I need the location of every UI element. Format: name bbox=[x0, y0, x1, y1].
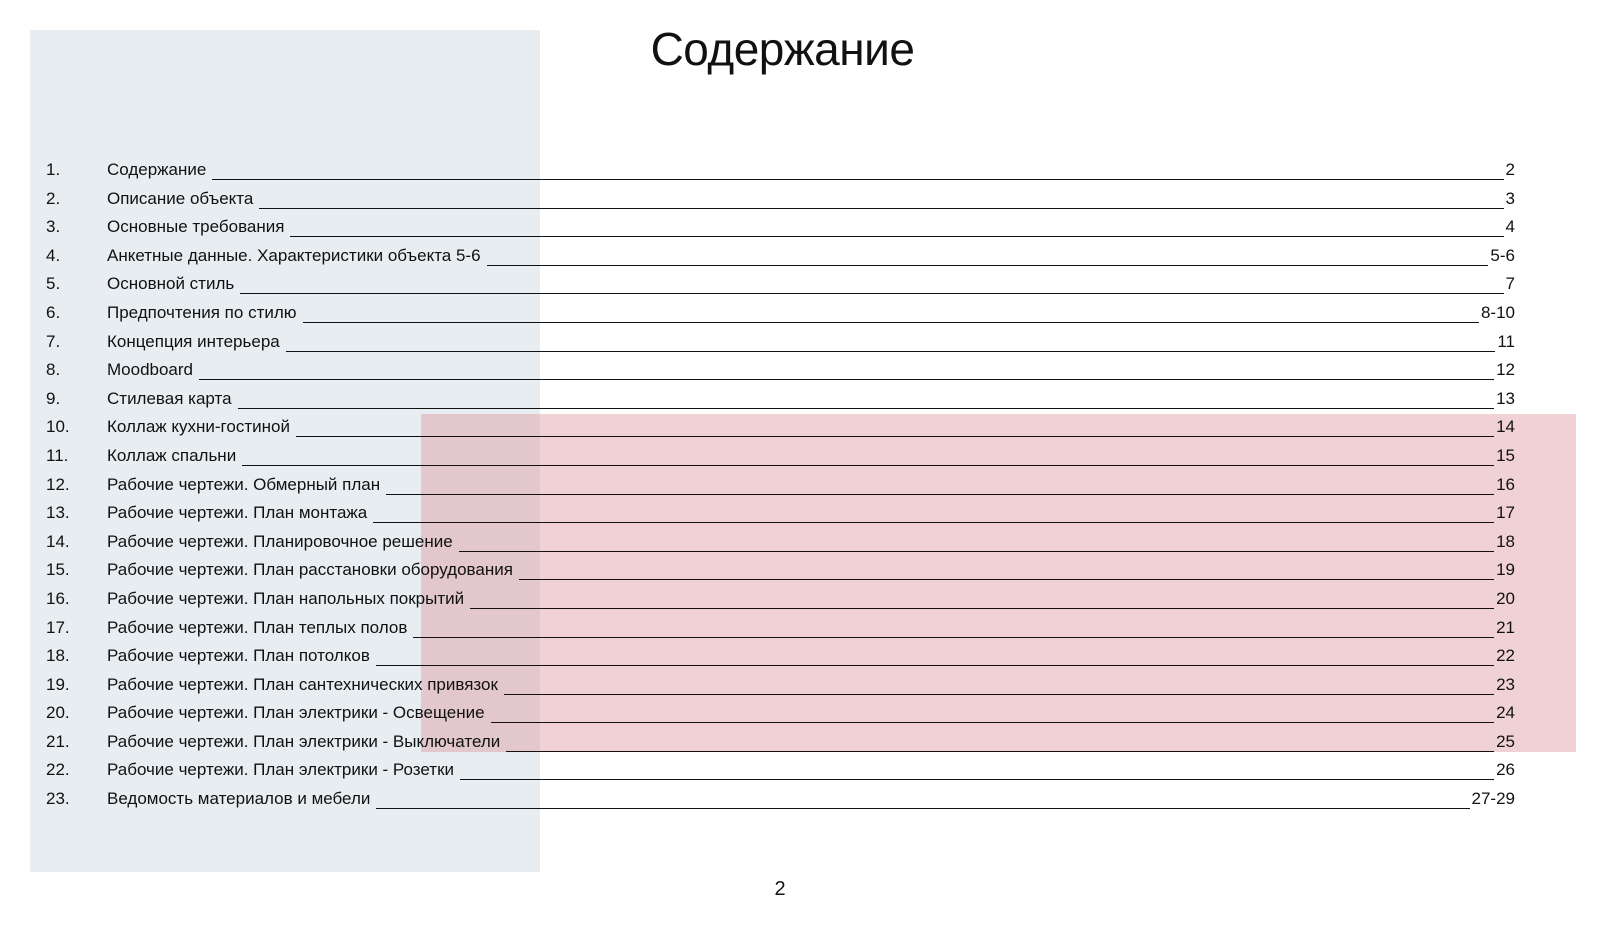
page-number: 2 bbox=[774, 878, 786, 900]
toc-entry bbox=[0, 270, 1600, 299]
toc-entry-page: 12 bbox=[1496, 360, 1515, 380]
toc-entry-page: 20 bbox=[1496, 588, 1515, 608]
toc-entry-number: 3. bbox=[46, 217, 61, 237]
toc-entry-title: Рабочие чертежи. План напольных покрытий bbox=[107, 588, 465, 608]
toc-leader-line bbox=[519, 579, 1494, 580]
toc-entry-number: 12. bbox=[46, 474, 70, 494]
toc-entry-number: 16. bbox=[46, 588, 70, 608]
toc-entry-page: 25 bbox=[1496, 731, 1515, 751]
toc-leader-line bbox=[303, 322, 1479, 323]
toc-entry-number: 7. bbox=[46, 331, 61, 351]
toc-leader-line bbox=[506, 751, 1494, 752]
toc-entry bbox=[0, 213, 1600, 242]
toc-entry-title: Анкетные данные. Характеристики объекта 5-6 bbox=[107, 245, 481, 265]
toc-entry-title: Основные требования bbox=[107, 217, 285, 237]
toc-entry-page: 4 bbox=[1505, 217, 1515, 237]
toc-entry bbox=[0, 671, 1600, 700]
toc-entry-page: 19 bbox=[1496, 560, 1515, 580]
toc-entry-number: 9. bbox=[46, 388, 61, 408]
toc-entry-page: 21 bbox=[1496, 617, 1515, 637]
toc-entry-title: Рабочие чертежи. План потолков bbox=[107, 646, 370, 666]
toc-leader-line bbox=[199, 379, 1494, 380]
toc-leader-line bbox=[487, 265, 1489, 266]
toc-entry-page: 5-6 bbox=[1490, 245, 1515, 265]
toc-entry-page: 24 bbox=[1496, 703, 1515, 723]
toc-entry-number: 20. bbox=[46, 703, 70, 723]
toc-leader-line bbox=[460, 779, 1494, 780]
toc-entry bbox=[0, 442, 1600, 471]
toc-leader-line bbox=[242, 465, 1494, 466]
toc-entry-page: 8-10 bbox=[1480, 302, 1515, 322]
toc-entry bbox=[0, 299, 1600, 328]
toc-entry-title: Рабочие чертежи. Планировочное решение bbox=[107, 531, 453, 551]
toc-entry-title: Рабочие чертежи. План расстановки оборудования bbox=[107, 560, 513, 580]
toc-leader-line bbox=[376, 808, 1469, 809]
toc-leader-line bbox=[459, 551, 1494, 552]
toc-entry-title: Концепция интерьера bbox=[107, 331, 280, 351]
toc-leader-line bbox=[259, 208, 1503, 209]
toc-entry-number: 21. bbox=[46, 731, 70, 751]
toc-entry-page: 11 bbox=[1497, 331, 1515, 351]
toc-entry-page: 17 bbox=[1496, 503, 1515, 523]
toc-leader-line bbox=[240, 293, 1503, 294]
toc-entry-page: 27-29 bbox=[1471, 789, 1515, 809]
toc-entry-number: 1. bbox=[46, 160, 61, 179]
toc-entry-page: 14 bbox=[1496, 417, 1515, 437]
toc-entry-number: 4. bbox=[46, 245, 61, 265]
toc-entry-title: Рабочие чертежи. План сантехнических привязок bbox=[107, 674, 498, 694]
toc-entry-number: 2. bbox=[46, 188, 61, 208]
toc-entry-title: Рабочие чертежи. План электрики - Выключатели bbox=[107, 731, 501, 751]
toc-entry-title: Ведомость материалов и мебели bbox=[107, 789, 371, 809]
toc-entry-number: 8. bbox=[46, 360, 61, 380]
toc-entry-number: 13. bbox=[46, 503, 70, 523]
toc-entry-number: 15. bbox=[46, 560, 70, 580]
toc-entry-title: Рабочие чертежи. План теплых полов bbox=[107, 617, 408, 637]
toc-leader-line bbox=[413, 637, 1494, 638]
toc-entry bbox=[0, 242, 1600, 271]
toc-leader-line bbox=[470, 608, 1494, 609]
toc-entry bbox=[0, 385, 1600, 414]
toc-entry-title: Основной стиль bbox=[107, 274, 235, 294]
toc-leader-line bbox=[373, 522, 1494, 523]
toc-entry-number: 17. bbox=[46, 617, 70, 637]
toc-entry-page: 26 bbox=[1496, 760, 1515, 780]
toc-entry bbox=[0, 328, 1600, 357]
toc-entry-page: 7 bbox=[1505, 274, 1515, 294]
toc-leader-line bbox=[286, 351, 1496, 352]
toc-leader-line bbox=[238, 408, 1495, 409]
toc-entry-title: Рабочие чертежи. План электрики - Розетки bbox=[107, 760, 454, 780]
toc-entry bbox=[0, 642, 1600, 671]
toc-entry-number: 10. bbox=[46, 417, 70, 437]
toc-leader-line bbox=[376, 665, 1494, 666]
toc-entry bbox=[0, 756, 1600, 785]
toc-entry-number: 19. bbox=[46, 674, 70, 694]
toc-entry-page: 18 bbox=[1496, 531, 1515, 551]
toc-entry-title: Стилевая карта bbox=[107, 388, 232, 408]
toc-leader-line bbox=[386, 494, 1494, 495]
toc-entry-page: 23 bbox=[1496, 674, 1515, 694]
toc-entry bbox=[0, 156, 1600, 185]
toc-entry-page: 15 bbox=[1496, 445, 1515, 465]
table-of-contents bbox=[0, 156, 1600, 814]
toc-entry bbox=[0, 728, 1600, 757]
toc-entry-number: 11. bbox=[46, 445, 69, 465]
toc-entry-title: Содержание bbox=[107, 160, 207, 179]
toc-entry-number: 14. bbox=[46, 531, 70, 551]
toc-entry-title: Рабочие чертежи. План монтажа bbox=[107, 503, 368, 523]
toc-entry-page: 13 bbox=[1496, 388, 1515, 408]
toc-entry-page: 16 bbox=[1496, 474, 1515, 494]
toc-entry-page: 2 bbox=[1505, 160, 1515, 179]
toc-entry-number: 5. bbox=[46, 274, 61, 294]
toc-leader-line bbox=[491, 722, 1495, 723]
toc-entry bbox=[0, 614, 1600, 643]
toc-entry bbox=[0, 356, 1600, 385]
toc-leader-line bbox=[504, 694, 1494, 695]
toc-entry-number: 18. bbox=[46, 646, 70, 666]
toc-entry bbox=[0, 699, 1600, 728]
toc-entry-title: Предпочтения по стилю bbox=[107, 302, 297, 322]
page-title: Содержание bbox=[650, 23, 915, 75]
toc-leader-line bbox=[212, 179, 1503, 180]
toc-leader-line bbox=[290, 236, 1503, 237]
toc-entry-title: Рабочие чертежи. План электрики - Освещение bbox=[107, 703, 485, 723]
toc-entry bbox=[0, 528, 1600, 557]
toc-entry bbox=[0, 185, 1600, 214]
toc-entry-page: 22 bbox=[1496, 646, 1515, 666]
toc-entry bbox=[0, 499, 1600, 528]
toc-entry bbox=[0, 585, 1600, 614]
toc-entry bbox=[0, 785, 1600, 814]
toc-entry-number: 22. bbox=[46, 760, 70, 780]
toc-entry bbox=[0, 413, 1600, 442]
toc-entry-page: 3 bbox=[1505, 188, 1515, 208]
toc-entry-number: 6. bbox=[46, 302, 61, 322]
toc-entry-title: Коллаж спальни bbox=[107, 445, 237, 465]
toc-entry bbox=[0, 471, 1600, 500]
toc-entry-title: Рабочие чертежи. Обмерный план bbox=[107, 474, 381, 494]
toc-leader-line bbox=[296, 436, 1494, 437]
toc-entry-title: Moodboard bbox=[107, 360, 194, 380]
toc-entry-title: Описание объекта bbox=[107, 188, 254, 208]
toc-entry-title: Коллаж кухни-гостиной bbox=[107, 417, 290, 437]
toc-entry-number: 23. bbox=[46, 789, 70, 809]
toc-entry bbox=[0, 556, 1600, 585]
